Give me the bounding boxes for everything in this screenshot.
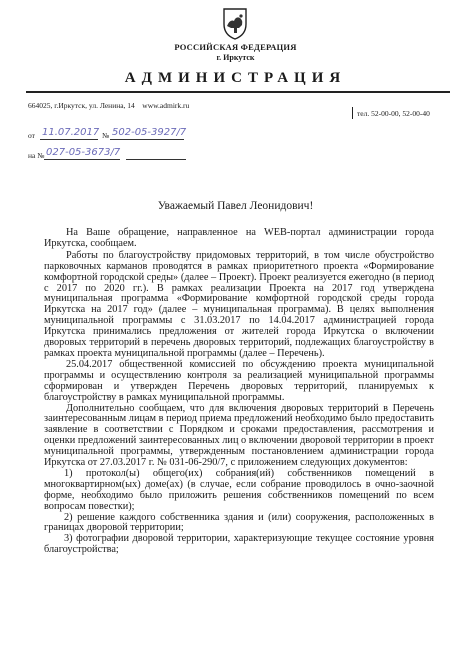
reply-to-number: 027-05-3673/7 [46, 147, 121, 158]
letter-body [44, 228, 434, 556]
reply-underline-2 [126, 159, 186, 160]
date-underline [40, 139, 98, 140]
from-label: от [28, 131, 35, 140]
phone-line: тел. 52-00-00, 52-00-40 [357, 109, 430, 118]
list-item-decision: 2) решение каждого собственника здания и (или) сооружения, расположенных в границах дворовой территории; [44, 511, 434, 534]
paragraph-commission: 25.04.2017 общественной комиссией по обсуждению проекта муниципальной программы и осуществлению контроля за реализацией муниципальной программы сформирован и утвержден Перечень дворовых территорий, планируемых к благоустройству в рамках муниципальной программы. [44, 358, 434, 403]
city-title: г. Иркутск [216, 53, 255, 62]
paragraph-requirements: Дополнительно сообщаем, что для включения дворовых территорий в Перечень заинтересованным лицам в период приема предложений необходимо было предоставить заявление в соответствии с Порядком и сроками предоставления, рассмотрения и оценки предложений заинтересованных лиц о включении дворовой территории в проект муниципальной программы, утвержденным постановлением администрации города Иркутска от 27.03.2017 г. № 031-06-290/7, с приложением следующих документов: [44, 402, 434, 469]
coat-of-arms-icon [222, 6, 248, 40]
phone-divider [352, 107, 353, 119]
letter-number: 502-05-3927/7 [112, 127, 187, 138]
header-rule [26, 91, 450, 93]
list-item-photos: 3) фотографии дворовой территории, характеризующие текущее состояние уровня благоустройства; [44, 533, 434, 556]
organization-title: АДМИНИСТРАЦИЯ [124, 70, 347, 86]
list-item-protocol: 1) протокол(ы) общего(их) собрания(ий) собственников помещений в многоквартирном(ых) доме(ах) (в случае, если собрание проводилось в очно-заочной форме, необходимо было приложить решения собственников помещений по всем вопросам повестки); [44, 467, 434, 512]
paragraph-intro: На Ваше обращение, направленное на WEB-портал администрации города Иркутска, сообщаем. [44, 227, 434, 249]
reply-underline [44, 159, 120, 160]
paragraph-project: Работы по благоустройству придомовых территорий, в том числе обустройство парковочных карманов проводятся в рамках приоритетного проекта «Формирование комфортной городской среды» (далее – Проект). Проект реализуется ежегодно (в период с 2017 по 2020 гг.). В рамках реализации Проекта на 2017 год утверждена муниципальная программа «Формирование комфортной городской среды города Иркутска на 2017 год» (далее – муниципальная программа). В целях выполнения муниципальной программы с 31.03.2017 по 14.04.2017 администрацией города Иркутска принимались предложения от жителей города Иркутска о включении дворовых территорий в перечень дворовых территорий, подлежащих благоустройству в рамках проекта муниципальной программы (далее – Перечень). [44, 249, 434, 359]
letter-date: 11.07.2017 [42, 127, 100, 138]
federation-title: РОССИЙСКАЯ ФЕДЕРАЦИЯ [174, 42, 297, 52]
greeting: Уважаемый Павел Леонидович! [157, 200, 314, 212]
address-line: 664025, г.Иркутск, ул. Ленина, 14 www.admirk.ru [28, 101, 190, 110]
reply-to-label: на № [28, 151, 45, 160]
number-label: № [102, 131, 110, 140]
number-underline [110, 139, 184, 140]
